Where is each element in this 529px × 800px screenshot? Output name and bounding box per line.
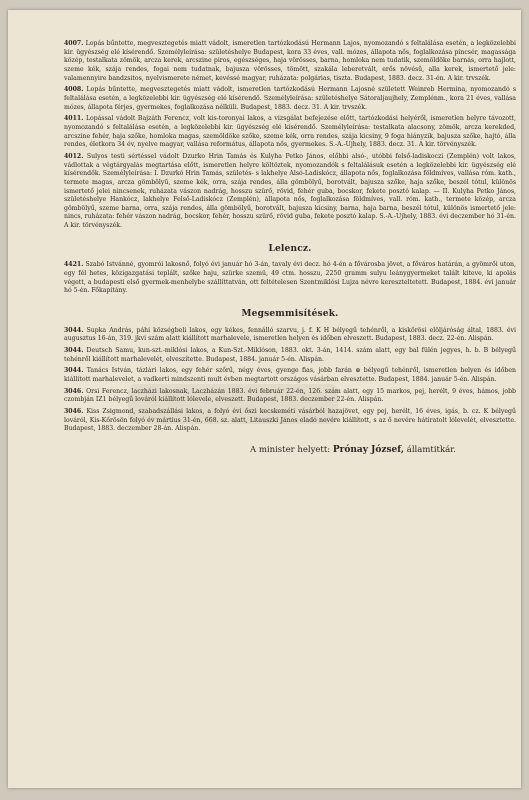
notice-entry	[64, 327, 516, 344]
entry-number: 4012.	[64, 152, 84, 160]
entry-text: Lopás bűntette, megvesztegetés miatt vádolt, ismeretlen tartózkodású Hermann Lajosné született Weinreb Hermina, nyomozandó s feltalálása esetén, a legközelebbi kir. ügyészség elé kísérendő. Személyleírása: születéshelye Sátoraljaujhely, Zemplénm., kora 21 éves, vallása mózes, állapota férjes, gyermekes, foglalkozása nélküli. Budapest, 1883. decz. 31. A kir. trvszék.	[64, 86, 516, 111]
entry-text: Kiss Zsigmond, szabadszállási lakos, a folyó évi őszi kecskeméti vásárból hazajövet, egy pej, herélt, 16 éves, igás, b. cz. K bélyegű lováról, Kis-Kőrösön folyó év mártius 31-én, 668. sz. alatt, Litauszki János eladó nevére kiállított, s az ő nevére hátiratolt lólevelét, elvesztette. Budapest, 1883. deczember 28-án. Alispán.	[64, 407, 517, 433]
notice-entry	[64, 115, 516, 150]
notice-entry	[64, 388, 516, 405]
notice-entry	[64, 347, 516, 364]
foundling-notices	[64, 261, 516, 296]
entry-text: Szabó Istvánné, gyomrói lakosnő, folyó évi január hó 3-án, tavaly évi decz. hó 4-én a fővárosba jövet, a főváros határán, a gyömrői uton, egy fél hetes, közigazgatási teplált, szőke haju, szürke szemü, 49 ctm. hosszu, 2250 gramm sulyu leánygyermeket talált kiteve, ki apolás végett, a budapesti első gyermek-menhelybe szállíttatván, ott feltételesen Szentmiklósi Lujza névre kereszteltetett. Budapest, 1884. évi január hó 5-én. Főkapitány.	[64, 261, 516, 295]
entry-number: 4011.	[64, 115, 84, 123]
annulment-notices	[64, 327, 516, 434]
signature-name: Prónay József,	[332, 444, 405, 455]
entry-number: 4008.	[64, 86, 84, 94]
notice-entry	[64, 40, 516, 83]
entry-text: Lopás bűntette, megvesztegetés miatt vádolt, ismeretlen tartózkodású Hermann Lajos, nyomozandó s feltalálása esetén, a legközelebbi kir. ügyészség elé kísérendő. Személyleírása: születéshelye Budapest, kora 33 éves, vall. mózes, állapota nős, foglalkozása pincsér, magassága közép, testalkata zömök, arcza kerek, arcszine piros, egészséges, haja vörösses, barna, homloka nem tudatik, szemöldöke barnás, orra hajlott, szeme kék, szája rendes, fogai nem tudatnak, bajusza vörösses, tömött, szakála leberetvált, erős növésű, alla kerek, ismertető jele: valamennyire bandzsitos, nyelvismerete német, kevéssé magyar, ruházata: polgárias, tiszta. Budapest, 1883. decz. 31-én. A kir. trvszék.	[64, 40, 516, 82]
entry-text: Deutsch Samu, kun-szt.-miklósi lakos, a Kun-Szt.-Miklóson, 1883. okt. 3-án, 1414. szám alatt, egy bal fülén jegyes, h. b. B bélyegű tehénről kiállított marhalevelét, elveszítette. Budapest, 1884. január 5-én. Alispán.	[64, 347, 516, 363]
entry-text: Tanács István, tázlári lakos, egy fehér szőrű, négy éves, gyenge fias, jobb farán ⊕ bélyegű tehénről, ismeretlen helyen és időben kiállított marhalevelet, a vadkerti mindszenti mult évben megtartott országos vásárban elvesztette. Budapest, 1884. január 5-én. Alispán.	[64, 367, 516, 383]
wanted-notices	[64, 40, 516, 231]
entry-number: 3044.	[64, 326, 84, 334]
entry-text: Supka András, páhi községbeli lakos, egy kékes, fennálló szarvu, j. f. K H bélyegű tehénről, a kiskőrösi elöljáróság által, 1883. évi augusztus 16-án, 319. jkvi szám alatt kiállított marhalevele, ismeretlen helyen és időben elveszett. Budapest, 1883. decz. 22-én. Alispán.	[64, 326, 517, 343]
entry-text: Lopással vádolt Bajzáth Ferencz, volt kis-toronyai lakos, a vizsgálat befejezése előtt, tartózkodási helyéről, ismeretlen helyre távozott, nyomozandó s feltalálása esetén, a legközelebbi kir. ügyészség elé kísérendő. Személyleírása: testalkata alacsony, zömök, arcza kerekded, arcszine fehér, haja szőke, homloka magas, szemöldöke szőke, szeme kék, orra rendes, szája kicsiny, 9 foga hiányzik, bajusza szőke, hajtó, álla rendes, életkora 34 év, nyelve magyar, vallása református, állapota nős, gyermekes. S.-A.-Ujhely, 1883. decz. 31. A kir. törvényszék.	[64, 115, 517, 149]
document-page	[8, 10, 521, 788]
section-title-megsemmisitesek: Megsemmisítések.	[241, 309, 339, 320]
notice-entry	[64, 153, 516, 231]
signature-prefix: A minister helyett:	[249, 444, 331, 455]
notice-entry	[64, 408, 516, 434]
section-title-lelencz: Lelencz.	[268, 243, 312, 254]
signature-line	[64, 446, 516, 455]
signature-title: államtitkár.	[406, 444, 456, 455]
entry-number: 4007.	[64, 40, 84, 47]
entry-number: 3044.	[64, 367, 84, 375]
document-content	[64, 40, 516, 455]
notice-entry	[64, 367, 516, 384]
notice-entry	[64, 261, 516, 296]
entry-text: Orsi Ferencz, laczházi lakosnak, Laczházán 1883. évi február 22-én, 126. szám alatt, egy 15 markos, pej, herélt, 9 éves, hámos, jobb czombján IZ1 bélyegű lováról kiállított lólevele, elveszett. Budapest, 1883. deczember 22-én. Alispán.	[64, 387, 517, 404]
notice-entry	[64, 86, 516, 112]
entry-number: 3046.	[64, 407, 84, 415]
entry-number: 4421.	[64, 261, 84, 269]
entry-number: 3044.	[64, 347, 84, 355]
entry-text: Sulyos testi sértéssel vádolt Dzurko Hrin Tamás és Kulyha Petko János, előbbi alsó-, utóbbi felső-ladiskoczi (Zemplén) volt lakos, vádlottak a végtárgyalás megtartása előtt, ismeretlen helyre költöztek, nyomozandók s feltalálásuk esetén a legközelebbi kir. ügyészség elé kísérendők. Személyleírása: I. Dzurkó Hrin Tamás, születés- s lakhelye Alsó-Ladiskócz, állapota nős, foglalkozása földmíves, vallása róm. kath., termete magas, arcza gömbölyű, szeme kék, orra, szája rendes, álla gömbölyű, borotvált, bajusza szőke, haja szőke, beszél tótul, különös ismertető jelei nincsenek, ruházata vászon nadrág, hosszu szürő, rövid, fehér guba, bocskor, fekete posztó kalap. — II. Kulyha Petko János, születéshelye Hankócz, lakhelye Felső-Ladiskócz (Zemplén), állapota nős, foglalkozása földmíves, vall. róm. kath., termete közép, arcza gömbölyű, szeme barna, orra, szája rendes, álla gömbölyű, borotvált, bajusza kicsiny, barna, haja barna, beszél tótul, különös ismertető jele: nincs, ruházata: fehér vászon nadrág, bocskor, fehér, hosszu szürő, rövid guba, fekete posztó kalap. S.-A.-Ujhely, 1883. évi deczember hó 31-én. A kir. törvényszék.	[64, 152, 516, 230]
entry-number: 3046.	[64, 387, 84, 395]
